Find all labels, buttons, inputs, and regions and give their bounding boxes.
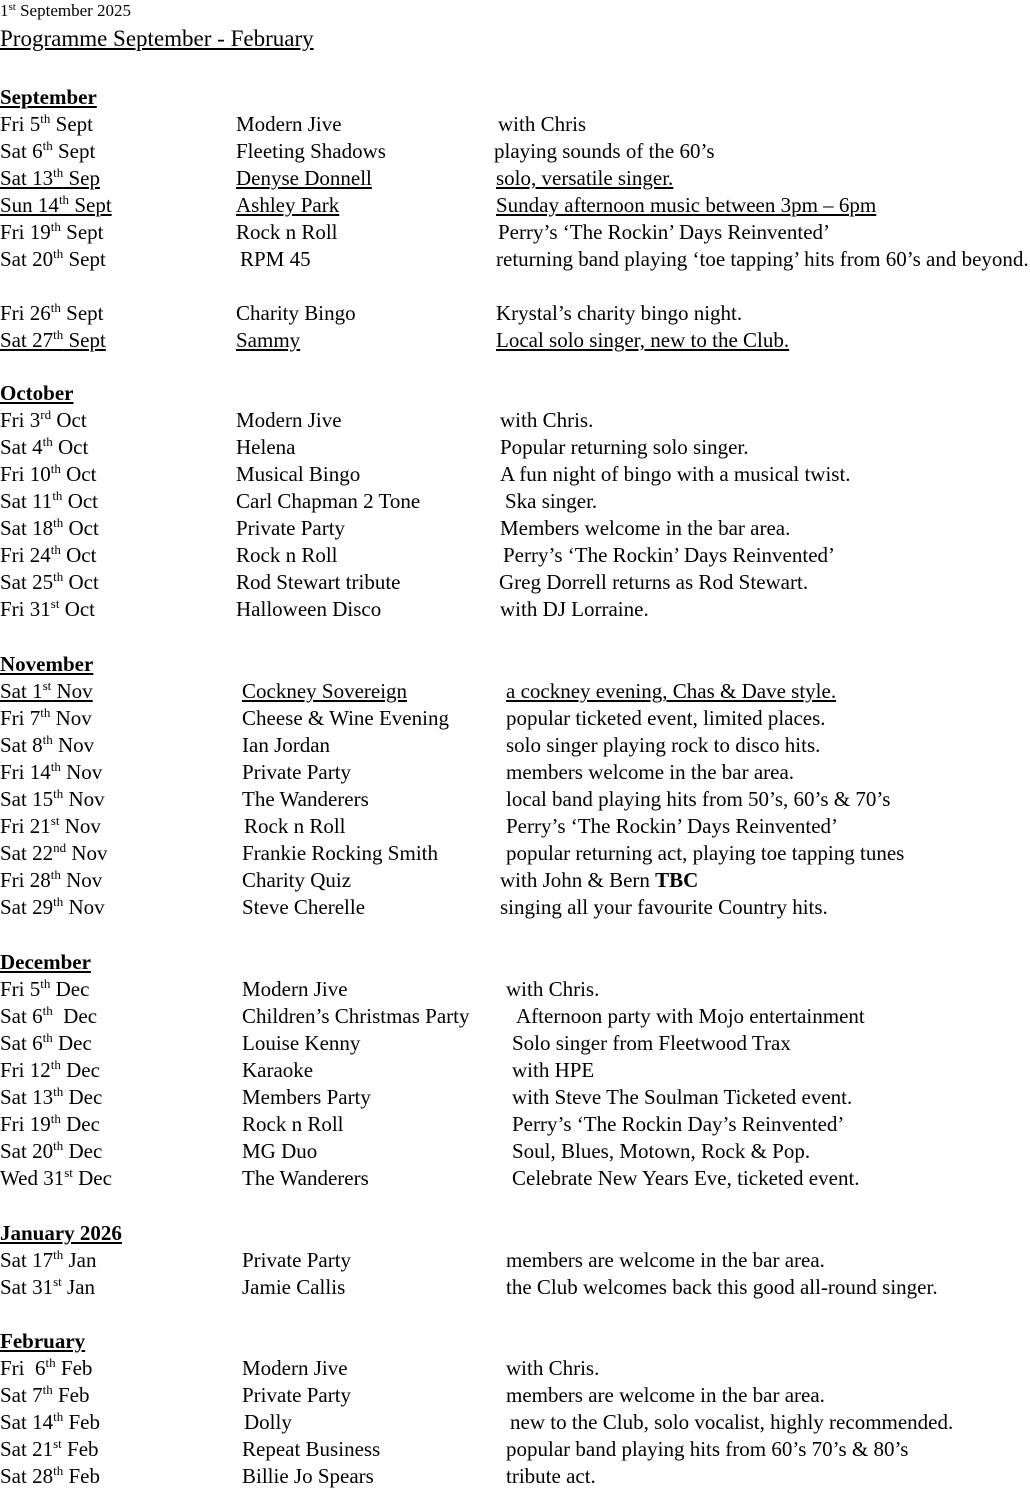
- list-item: [0, 138, 1030, 165]
- event-name: Repeat Business: [242, 1437, 381, 1461]
- list-item: [0, 327, 1030, 354]
- event-date: Sat 22nd Nov: [0, 840, 108, 865]
- event-date: Sat 8th Nov: [0, 732, 95, 757]
- event-date: Fri 31st Oct: [0, 596, 96, 621]
- event-description: Members welcome in the bar area.: [500, 516, 791, 540]
- section-november: [0, 651, 1030, 921]
- event-name: Louise Kenny: [242, 1031, 361, 1055]
- event-name: Karaoke: [242, 1058, 314, 1082]
- event-description: Local solo singer, new to the Club.: [496, 328, 790, 352]
- event-name: RPM 45: [240, 247, 311, 271]
- event-date: Sat 25th Oct: [0, 569, 99, 594]
- event-date: Sat 4th Oct: [0, 434, 89, 459]
- event-date: Wed 31st Dec: [0, 1165, 112, 1190]
- event-date: Sat 20th Sept: [0, 246, 106, 271]
- event-name: Modern Jive: [242, 1356, 348, 1380]
- event-description: Perry’s ‘The Rockin Day’s Reinvented’: [512, 1112, 845, 1136]
- event-name: Members Party: [242, 1085, 371, 1109]
- event-name: Rock n Roll: [236, 220, 338, 244]
- list-item: [0, 596, 1030, 623]
- event-name: Modern Jive: [236, 112, 342, 136]
- event-description: members welcome in the bar area.: [506, 760, 795, 784]
- event-description: with Chris.: [500, 408, 594, 432]
- event-description: Perry’s ‘The Rockin’ Days Reinvented’: [498, 220, 831, 244]
- event-date: Sat 6th Dec: [0, 1003, 98, 1028]
- list-item: [0, 1165, 1030, 1192]
- event-date: Fri 24th Oct: [0, 542, 97, 567]
- event-description: Krystal’s charity bingo night.: [496, 301, 743, 325]
- event-name: Steve Cherelle: [242, 895, 366, 919]
- event-description: singing all your favourite Country hits.: [500, 895, 828, 919]
- event-date: Sat 28th Feb: [0, 1463, 100, 1488]
- event-description: solo, versatile singer.: [496, 166, 674, 190]
- event-date: Sat 6th Sept: [0, 138, 96, 163]
- event-name: Sammy: [236, 328, 301, 352]
- event-description: solo singer playing rock to disco hits.: [506, 733, 821, 757]
- event-name: Charity Quiz: [242, 868, 352, 892]
- section-september: [0, 84, 1030, 354]
- event-name: Private Party: [242, 1248, 352, 1272]
- event-date: Sat 13th Sep: [0, 165, 100, 190]
- list-item: [0, 542, 1030, 569]
- event-description: Celebrate New Years Eve, ticketed event.: [512, 1166, 860, 1190]
- event-name: Rock n Roll: [242, 1112, 344, 1136]
- month-heading: October: [0, 381, 74, 405]
- event-date: Sat 29th Nov: [0, 894, 105, 919]
- section-january: [0, 1220, 1030, 1301]
- event-name: Denyse Donnell: [236, 166, 372, 190]
- event-date: Sat 7th Feb: [0, 1382, 90, 1407]
- event-date: Sat 13th Dec: [0, 1084, 103, 1109]
- event-description: Ska singer.: [505, 489, 598, 513]
- event-date: Sat 20th Dec: [0, 1138, 103, 1163]
- list-item: [0, 111, 1030, 138]
- event-description: Popular returning solo singer.: [500, 435, 749, 459]
- event-name: Children’s Christmas Party: [242, 1004, 470, 1028]
- event-name: Private Party: [242, 760, 352, 784]
- list-item: [0, 246, 1030, 300]
- list-item: [0, 759, 1030, 786]
- event-name: Helena: [236, 435, 296, 459]
- event-name: Dolly: [244, 1410, 292, 1434]
- event-description: A fun night of bingo with a musical twist.: [500, 462, 851, 486]
- event-date: Fri 5th Sept: [0, 111, 93, 136]
- event-description: Soul, Blues, Motown, Rock & Pop.: [512, 1139, 811, 1163]
- event-date: Sat 17th Jan: [0, 1247, 97, 1272]
- list-item: [0, 461, 1030, 488]
- event-description: the Club welcomes back this good all-round singer.: [506, 1275, 938, 1299]
- event-date: Fri 7th Nov: [0, 705, 92, 730]
- event-description: with Steve The Soulman Ticketed event.: [512, 1085, 853, 1109]
- event-date: Sun 14th Sept: [0, 192, 112, 217]
- list-item: [0, 1382, 1030, 1409]
- month-heading: February: [0, 1329, 86, 1353]
- list-item: [0, 1084, 1030, 1111]
- list-item: [0, 867, 1030, 894]
- event-description: with Chris.: [506, 1356, 600, 1380]
- list-item: [0, 219, 1030, 246]
- event-date: Fri 6th Feb: [0, 1355, 93, 1380]
- date-day: 1: [0, 1, 9, 20]
- event-date: Sat 6th Dec: [0, 1030, 92, 1055]
- list-item: [0, 1030, 1030, 1057]
- list-item: [0, 813, 1030, 840]
- event-name: Frankie Rocking Smith: [242, 841, 438, 865]
- event-name: Charity Bingo: [236, 301, 356, 325]
- list-item: [0, 1274, 1030, 1301]
- event-date: Fri 19th Sept: [0, 219, 104, 244]
- list-item: [0, 678, 1030, 705]
- event-date: Fri 10th Oct: [0, 461, 97, 486]
- event-description: local band playing hits from 50’s, 60’s & 70’s: [506, 787, 891, 811]
- event-date: Sat 11th Oct: [0, 488, 99, 513]
- section-february: [0, 1328, 1030, 1490]
- programme-title: Programme September - February: [0, 26, 314, 51]
- document-date: [0, 0, 131, 22]
- list-item: [0, 976, 1030, 1003]
- event-name: Modern Jive: [242, 977, 348, 1001]
- list-item: [0, 165, 1030, 192]
- event-description: with Chris.: [506, 977, 600, 1001]
- event-description: Solo singer from Fleetwood Trax: [512, 1031, 791, 1055]
- event-name: Musical Bingo: [236, 462, 361, 486]
- event-description: returning band playing ‘toe tapping’ hits from 60’s and beyond.: [496, 247, 1029, 271]
- event-date: Fri 3rd Oct: [0, 407, 87, 432]
- event-name: The Wanderers: [242, 1166, 369, 1190]
- list-item: [0, 569, 1030, 596]
- event-date: Sat 31st Jan: [0, 1274, 96, 1299]
- list-item: [0, 1111, 1030, 1138]
- event-description: with John & Bern TBC: [500, 868, 699, 892]
- list-item: [0, 192, 1030, 219]
- event-date: Fri 21st Nov: [0, 813, 101, 838]
- event-name: Rod Stewart tribute: [236, 570, 401, 594]
- event-name: Ian Jordan: [242, 733, 331, 757]
- event-name: MG Duo: [242, 1139, 318, 1163]
- event-name: Cheese & Wine Evening: [242, 706, 449, 730]
- event-name: Rock n Roll: [236, 543, 338, 567]
- list-item: [0, 1436, 1030, 1463]
- event-date: Fri 26th Sept: [0, 300, 104, 325]
- event-description: Perry’s ‘The Rockin’ Days Reinvented’: [506, 814, 839, 838]
- list-item: [0, 407, 1030, 434]
- list-item: [0, 515, 1030, 542]
- list-item: [0, 1247, 1030, 1274]
- event-description: popular ticketed event, limited places.: [506, 706, 826, 730]
- event-description: playing sounds of the 60’s: [494, 139, 715, 163]
- event-date: Fri 28th Nov: [0, 867, 103, 892]
- event-name: Halloween Disco: [236, 597, 382, 621]
- date-rest: September 2025: [15, 1, 132, 20]
- event-description: a cockney evening, Chas & Dave style.: [506, 679, 837, 703]
- event-date: Fri 19th Dec: [0, 1111, 100, 1136]
- event-date: Sat 21st Feb: [0, 1436, 99, 1461]
- list-item: [0, 1057, 1030, 1084]
- event-date: Sat 1st Nov: [0, 678, 93, 703]
- list-item: [0, 786, 1030, 813]
- list-item: [0, 300, 1030, 327]
- event-name: Rock n Roll: [244, 814, 346, 838]
- event-name: Private Party: [242, 1383, 352, 1407]
- list-item: [0, 488, 1030, 515]
- list-item: [0, 705, 1030, 732]
- list-item: [0, 732, 1030, 759]
- event-date: Sat 15th Nov: [0, 786, 105, 811]
- tbc-label: TBC: [655, 868, 699, 892]
- event-name: Fleeting Shadows: [236, 139, 386, 163]
- list-item: [0, 894, 1030, 921]
- event-description: members are welcome in the bar area.: [506, 1248, 825, 1272]
- event-date: Fri 14th Nov: [0, 759, 103, 784]
- section-october: [0, 380, 1030, 623]
- event-description: tribute act.: [506, 1464, 596, 1488]
- event-name: Billie Jo Spears: [242, 1464, 374, 1488]
- event-description: Sunday afternoon music between 3pm – 6pm: [496, 193, 877, 217]
- event-description: new to the Club, solo vocalist, highly recommended.: [510, 1410, 954, 1434]
- month-heading: January 2026: [0, 1221, 122, 1245]
- list-item: [0, 1138, 1030, 1165]
- event-description: Afternoon party with Mojo entertainment: [516, 1004, 865, 1028]
- event-date: Sat 14th Feb: [0, 1409, 100, 1434]
- event-description: with HPE: [512, 1058, 595, 1082]
- event-description: with Chris: [498, 112, 587, 136]
- event-name: Modern Jive: [236, 408, 342, 432]
- event-description: popular band playing hits from 60’s 70’s & 80’s: [506, 1437, 909, 1461]
- event-name: The Wanderers: [242, 787, 369, 811]
- list-item: [0, 1355, 1030, 1382]
- month-heading: September: [0, 85, 97, 109]
- list-item: [0, 840, 1030, 867]
- event-date: Sat 18th Oct: [0, 515, 99, 540]
- month-heading: November: [0, 652, 94, 676]
- list-item: [0, 434, 1030, 461]
- event-description: Greg Dorrell returns as Rod Stewart.: [499, 570, 809, 594]
- event-name: Jamie Callis: [242, 1275, 346, 1299]
- event-date: Fri 12th Dec: [0, 1057, 100, 1082]
- event-description: Perry’s ‘The Rockin’ Days Reinvented’: [503, 543, 836, 567]
- event-description: members are welcome in the bar area.: [506, 1383, 825, 1407]
- list-item: [0, 1409, 1030, 1436]
- event-description: popular returning act, playing toe tapping tunes: [506, 841, 905, 865]
- event-date: Sat 27th Sept: [0, 327, 106, 352]
- event-name: Cockney Sovereign: [242, 679, 408, 703]
- event-name: Ashley Park: [236, 193, 340, 217]
- month-heading: December: [0, 950, 91, 974]
- section-december: [0, 949, 1030, 1192]
- event-date: Fri 5th Dec: [0, 976, 90, 1001]
- event-name: Private Party: [236, 516, 346, 540]
- event-description: with DJ Lorraine.: [500, 597, 649, 621]
- event-name: Carl Chapman 2 Tone: [236, 489, 421, 513]
- list-item: [0, 1003, 1030, 1030]
- date-suffix: st: [8, 1, 16, 13]
- list-item: [0, 1463, 1030, 1490]
